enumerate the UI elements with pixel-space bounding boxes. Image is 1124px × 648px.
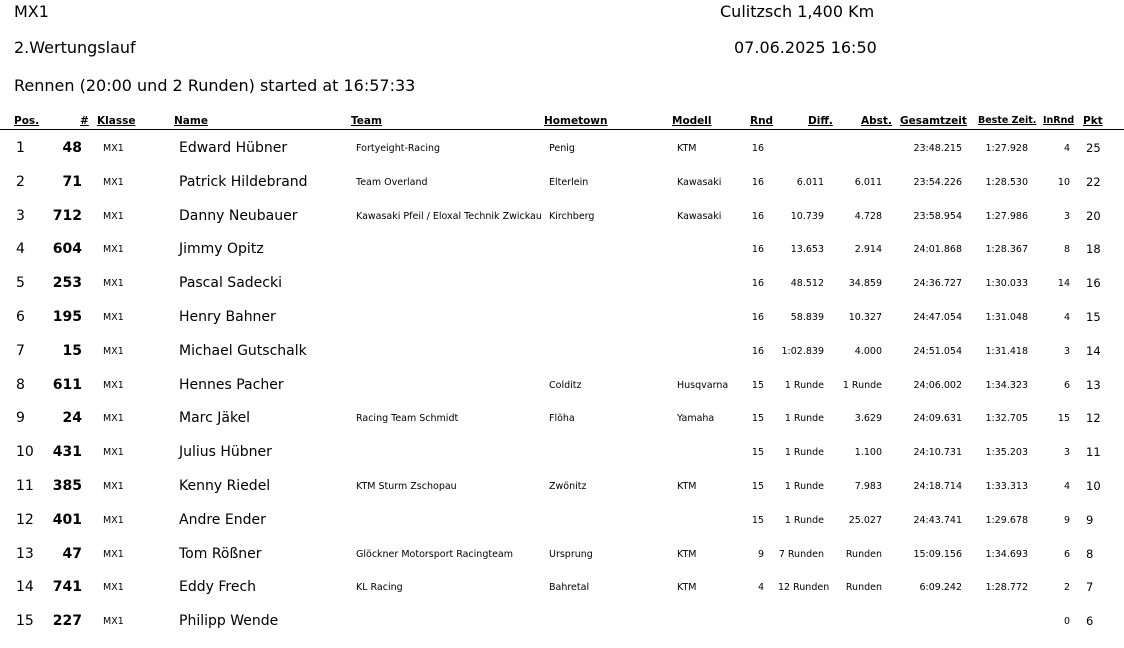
col-name: Name xyxy=(174,115,208,127)
hometown-cell: Kirchberg xyxy=(549,210,595,222)
col-rnd: Rnd xyxy=(750,115,774,127)
rider-name-cell: Eddy Frech xyxy=(179,579,257,596)
rounds-cell: 16 xyxy=(751,244,764,256)
best-time-cell: 1:32.705 xyxy=(985,413,1028,425)
best-time-cell: 1:30.033 xyxy=(985,278,1028,290)
modell-cell: KTM xyxy=(677,582,697,594)
points-cell: 13 xyxy=(1086,377,1101,392)
total-time-cell: 15:09.156 xyxy=(913,548,962,560)
points-cell: 12 xyxy=(1086,411,1101,426)
results-column-header xyxy=(0,114,1124,130)
rounds-cell: 4 xyxy=(757,582,764,594)
rounds-cell: 16 xyxy=(751,345,764,357)
rider-name-cell: Michael Gutschalk xyxy=(179,342,307,359)
best-lap-round-cell: 4 xyxy=(1063,481,1070,492)
diff-cell: 58.839 xyxy=(790,312,824,323)
rounds-cell: 16 xyxy=(751,278,764,290)
diff-cell: 1:02.839 xyxy=(781,345,824,357)
position-cell: 14 xyxy=(16,579,34,596)
total-time-cell: 23:58.954 xyxy=(913,210,962,222)
col-pkt: Pkt xyxy=(1083,115,1103,127)
start-number-cell: 48 xyxy=(62,140,82,156)
diff-cell: 6.011 xyxy=(796,176,824,188)
position-cell: 10 xyxy=(16,444,34,461)
start-number-cell: 253 xyxy=(52,275,82,292)
modell-cell: KTM xyxy=(677,481,697,492)
position-cell: 7 xyxy=(16,342,25,359)
team-cell: Racing Team Schmidt xyxy=(356,413,459,425)
best-lap-round-cell: 10 xyxy=(1057,176,1070,188)
total-time-cell: 24:10.731 xyxy=(913,447,962,459)
start-number-cell: 741 xyxy=(52,579,82,596)
start-number-cell: 71 xyxy=(62,173,82,190)
position-cell: 2 xyxy=(16,173,25,190)
best-lap-round-cell: 6 xyxy=(1063,548,1070,560)
position-cell: 15 xyxy=(16,613,34,630)
col-inrnd: InRnd xyxy=(1043,115,1075,126)
diff-cell: 12 Runden xyxy=(778,582,830,594)
rounds-cell: 16 xyxy=(751,210,764,222)
total-time-cell: 23:54.226 xyxy=(913,176,962,188)
team-cell: Kawasaki Pfeil / Eloxal Technik Zwickau xyxy=(356,210,542,222)
start-number-cell: 431 xyxy=(52,444,82,461)
best-time-cell: 1:34.693 xyxy=(985,548,1028,560)
start-number-cell: 227 xyxy=(52,613,82,630)
total-time-cell: 24:09.631 xyxy=(913,413,962,425)
start-number-cell: 385 xyxy=(52,478,82,494)
rider-name-cell: Kenny Riedel xyxy=(179,478,271,494)
modell-cell: Kawasaki xyxy=(677,176,722,188)
klasse-cell: MX1 xyxy=(103,210,124,222)
total-time-cell: 24:06.002 xyxy=(913,379,962,391)
table-row xyxy=(0,267,1124,300)
rounds-cell: 9 xyxy=(757,548,764,560)
position-cell: 1 xyxy=(16,140,25,156)
diff-cell: 1 Runde xyxy=(784,379,824,391)
modell-cell: Kawasaki xyxy=(677,210,722,222)
rounds-cell: 16 xyxy=(751,312,764,323)
abst-cell: 2.914 xyxy=(854,244,882,256)
col-hometown: Hometown xyxy=(544,115,608,127)
position-cell: 8 xyxy=(16,376,25,393)
modell-cell: Yamaha xyxy=(677,413,715,425)
class-title: MX1 xyxy=(14,2,49,21)
klasse-cell: MX1 xyxy=(103,143,124,154)
rounds-cell: 16 xyxy=(751,176,764,188)
table-row xyxy=(0,369,1124,402)
best-lap-round-cell: 4 xyxy=(1063,312,1070,323)
col-gesamtzeit: Gesamtzeit xyxy=(900,115,967,127)
rider-name-cell: Edward Hübner xyxy=(179,140,288,156)
best-time-cell: 1:31.418 xyxy=(985,345,1028,357)
position-cell: 13 xyxy=(16,545,34,562)
total-time-cell: 24:43.741 xyxy=(913,514,962,526)
rider-name-cell: Philipp Wende xyxy=(179,613,279,630)
diff-cell: 1 Runde xyxy=(784,413,824,425)
best-lap-round-cell: 3 xyxy=(1063,345,1070,357)
col-modell: Modell xyxy=(672,115,712,127)
start-number-cell: 611 xyxy=(52,376,82,393)
points-cell: 9 xyxy=(1086,512,1094,527)
best-time-cell: 1:27.928 xyxy=(985,143,1028,154)
modell-cell: Husqvarna xyxy=(677,379,729,391)
total-time-cell: 6:09.242 xyxy=(919,582,962,594)
col-klasse: Klasse xyxy=(97,115,136,127)
best-lap-round-cell: 0 xyxy=(1063,616,1070,628)
klasse-cell: MX1 xyxy=(103,176,124,188)
hometown-cell: Zwönitz xyxy=(549,481,587,492)
diff-cell: 48.512 xyxy=(790,278,824,290)
points-cell: 8 xyxy=(1086,546,1094,561)
rider-name-cell: Hennes Pacher xyxy=(179,376,284,393)
team-cell: KTM Sturm Zschopau xyxy=(356,481,457,492)
table-row xyxy=(0,470,1124,503)
hometown-cell: Ursprung xyxy=(549,548,593,560)
table-row xyxy=(0,132,1124,165)
abst-cell: 1 Runde xyxy=(842,379,882,391)
start-number-cell: 712 xyxy=(52,207,82,224)
start-number-cell: 24 xyxy=(62,410,82,427)
abst-cell: 25.027 xyxy=(848,514,882,526)
table-row xyxy=(0,301,1124,334)
klasse-cell: MX1 xyxy=(103,379,124,391)
track-info: Culitzsch 1,400 Km xyxy=(720,2,875,21)
points-cell: 7 xyxy=(1086,580,1094,595)
points-cell: 15 xyxy=(1086,310,1101,324)
total-time-cell: 24:51.054 xyxy=(913,345,962,357)
klasse-cell: MX1 xyxy=(103,345,124,357)
rider-name-cell: Pascal Sadecki xyxy=(179,275,282,292)
table-row xyxy=(0,605,1124,638)
klasse-cell: MX1 xyxy=(103,244,124,256)
abst-cell: 34.859 xyxy=(848,278,882,290)
best-time-cell: 1:28.367 xyxy=(985,244,1028,256)
col-number: # xyxy=(80,115,89,127)
rounds-cell: 15 xyxy=(751,379,764,391)
best-time-cell: 1:31.048 xyxy=(985,312,1028,323)
col-beste-zeit: Beste Zeit. xyxy=(978,115,1037,126)
rounds-cell: 15 xyxy=(751,447,764,459)
diff-cell: 7 Runden xyxy=(778,548,824,560)
rounds-cell: 15 xyxy=(751,514,764,526)
klasse-cell: MX1 xyxy=(103,413,124,425)
points-cell: 11 xyxy=(1086,445,1101,460)
points-cell: 14 xyxy=(1086,343,1101,358)
klasse-cell: MX1 xyxy=(103,447,124,459)
rider-name-cell: Tom Rößner xyxy=(179,545,262,562)
total-time-cell: 24:47.054 xyxy=(913,312,962,323)
start-number-cell: 401 xyxy=(52,511,82,528)
abst-cell: 3.629 xyxy=(854,413,882,425)
total-time-cell: 24:18.714 xyxy=(913,481,962,492)
points-cell: 6 xyxy=(1086,614,1094,629)
table-row xyxy=(0,436,1124,469)
table-row xyxy=(0,402,1124,435)
start-number-cell: 15 xyxy=(62,342,82,359)
table-row xyxy=(0,504,1124,537)
col-abst: Abst. xyxy=(861,115,892,127)
rounds-cell: 16 xyxy=(751,143,764,154)
best-time-cell: 1:35.203 xyxy=(985,447,1028,459)
position-cell: 9 xyxy=(16,410,25,427)
best-time-cell: 1:34.323 xyxy=(985,379,1028,391)
klasse-cell: MX1 xyxy=(103,312,124,323)
abst-cell: 1.100 xyxy=(854,447,882,459)
hometown-cell: Colditz xyxy=(549,379,582,391)
rider-name-cell: Patrick Hildebrand xyxy=(179,173,308,190)
abst-cell: 4.000 xyxy=(854,345,882,357)
hometown-cell: Elterlein xyxy=(549,176,589,188)
table-row xyxy=(0,200,1124,233)
team-cell: Fortyeight-Racing xyxy=(356,143,441,154)
points-cell: 10 xyxy=(1086,479,1101,493)
abst-cell: 4.728 xyxy=(854,210,882,222)
position-cell: 4 xyxy=(16,241,25,258)
diff-cell: 10.739 xyxy=(790,210,824,222)
abst-cell: Runden xyxy=(845,548,882,560)
total-time-cell: 23:48.215 xyxy=(913,143,962,154)
rider-name-cell: Danny Neubauer xyxy=(179,207,298,224)
best-time-cell: 1:28.772 xyxy=(985,582,1028,594)
team-cell: Team Overland xyxy=(356,176,428,188)
start-number-cell: 47 xyxy=(62,545,82,562)
position-cell: 12 xyxy=(16,511,34,528)
table-row xyxy=(0,166,1124,199)
race-info: Rennen (20:00 und 2 Runden) started at 16:57:33 xyxy=(14,76,416,95)
rider-name-cell: Jimmy Opitz xyxy=(179,241,264,258)
modell-cell: KTM xyxy=(677,143,697,154)
klasse-cell: MX1 xyxy=(103,278,124,290)
round-title: 2.Wertungslauf xyxy=(14,38,136,57)
modell-cell: KTM xyxy=(677,548,697,560)
team-cell: Glöckner Motorsport Racingteam xyxy=(356,548,513,560)
position-cell: 6 xyxy=(16,309,25,325)
klasse-cell: MX1 xyxy=(103,514,124,526)
diff-cell: 1 Runde xyxy=(784,514,824,526)
klasse-cell: MX1 xyxy=(103,616,124,628)
klasse-cell: MX1 xyxy=(103,481,124,492)
best-time-cell: 1:33.313 xyxy=(985,481,1028,492)
best-lap-round-cell: 6 xyxy=(1063,379,1070,391)
col-pos: Pos. xyxy=(14,115,40,127)
best-lap-round-cell: 4 xyxy=(1063,143,1070,154)
diff-cell: 1 Runde xyxy=(784,447,824,459)
position-cell: 5 xyxy=(16,275,25,292)
table-row xyxy=(0,571,1124,604)
rider-name-cell: Henry Bahner xyxy=(179,309,276,325)
hometown-cell: Penig xyxy=(549,143,575,154)
best-time-cell: 1:27.986 xyxy=(985,210,1028,222)
best-lap-round-cell: 2 xyxy=(1063,582,1070,594)
best-lap-round-cell: 14 xyxy=(1057,278,1070,290)
start-number-cell: 195 xyxy=(52,309,82,325)
hometown-cell: Flöha xyxy=(549,413,575,425)
race-datetime: 07.06.2025 16:50 xyxy=(734,38,877,57)
rider-name-cell: Andre Ender xyxy=(179,511,266,528)
table-row xyxy=(0,538,1124,571)
points-cell: 25 xyxy=(1086,141,1101,155)
diff-cell: 13.653 xyxy=(790,244,824,256)
best-lap-round-cell: 9 xyxy=(1063,514,1070,526)
rounds-cell: 15 xyxy=(751,413,764,425)
abst-cell: 10.327 xyxy=(848,312,882,323)
best-lap-round-cell: 15 xyxy=(1057,413,1070,425)
best-lap-round-cell: 3 xyxy=(1063,210,1070,222)
table-row xyxy=(0,335,1124,368)
rider-name-cell: Julius Hübner xyxy=(179,444,272,461)
points-cell: 16 xyxy=(1086,276,1101,291)
col-diff: Diff. xyxy=(808,115,833,127)
best-time-cell: 1:28.530 xyxy=(985,176,1028,188)
col-team: Team xyxy=(351,115,382,127)
rounds-cell: 15 xyxy=(751,481,764,492)
abst-cell: 7.983 xyxy=(854,481,882,492)
team-cell: KL Racing xyxy=(356,582,403,594)
total-time-cell: 24:36.727 xyxy=(913,278,962,290)
position-cell: 3 xyxy=(16,207,25,224)
klasse-cell: MX1 xyxy=(103,548,124,560)
points-cell: 18 xyxy=(1086,242,1101,257)
hometown-cell: Bahretal xyxy=(549,582,590,594)
best-time-cell: 1:29.678 xyxy=(985,514,1028,526)
abst-cell: 6.011 xyxy=(854,176,882,188)
diff-cell: 1 Runde xyxy=(784,481,824,492)
points-cell: 22 xyxy=(1086,174,1101,189)
best-lap-round-cell: 3 xyxy=(1063,447,1070,459)
best-lap-round-cell: 8 xyxy=(1063,244,1070,256)
table-row xyxy=(0,233,1124,266)
start-number-cell: 604 xyxy=(52,241,82,258)
rider-name-cell: Marc Jäkel xyxy=(179,410,251,427)
points-cell: 20 xyxy=(1086,208,1101,223)
position-cell: 11 xyxy=(16,478,34,494)
total-time-cell: 24:01.868 xyxy=(913,244,962,256)
klasse-cell: MX1 xyxy=(103,582,124,594)
abst-cell: Runden xyxy=(845,582,882,594)
